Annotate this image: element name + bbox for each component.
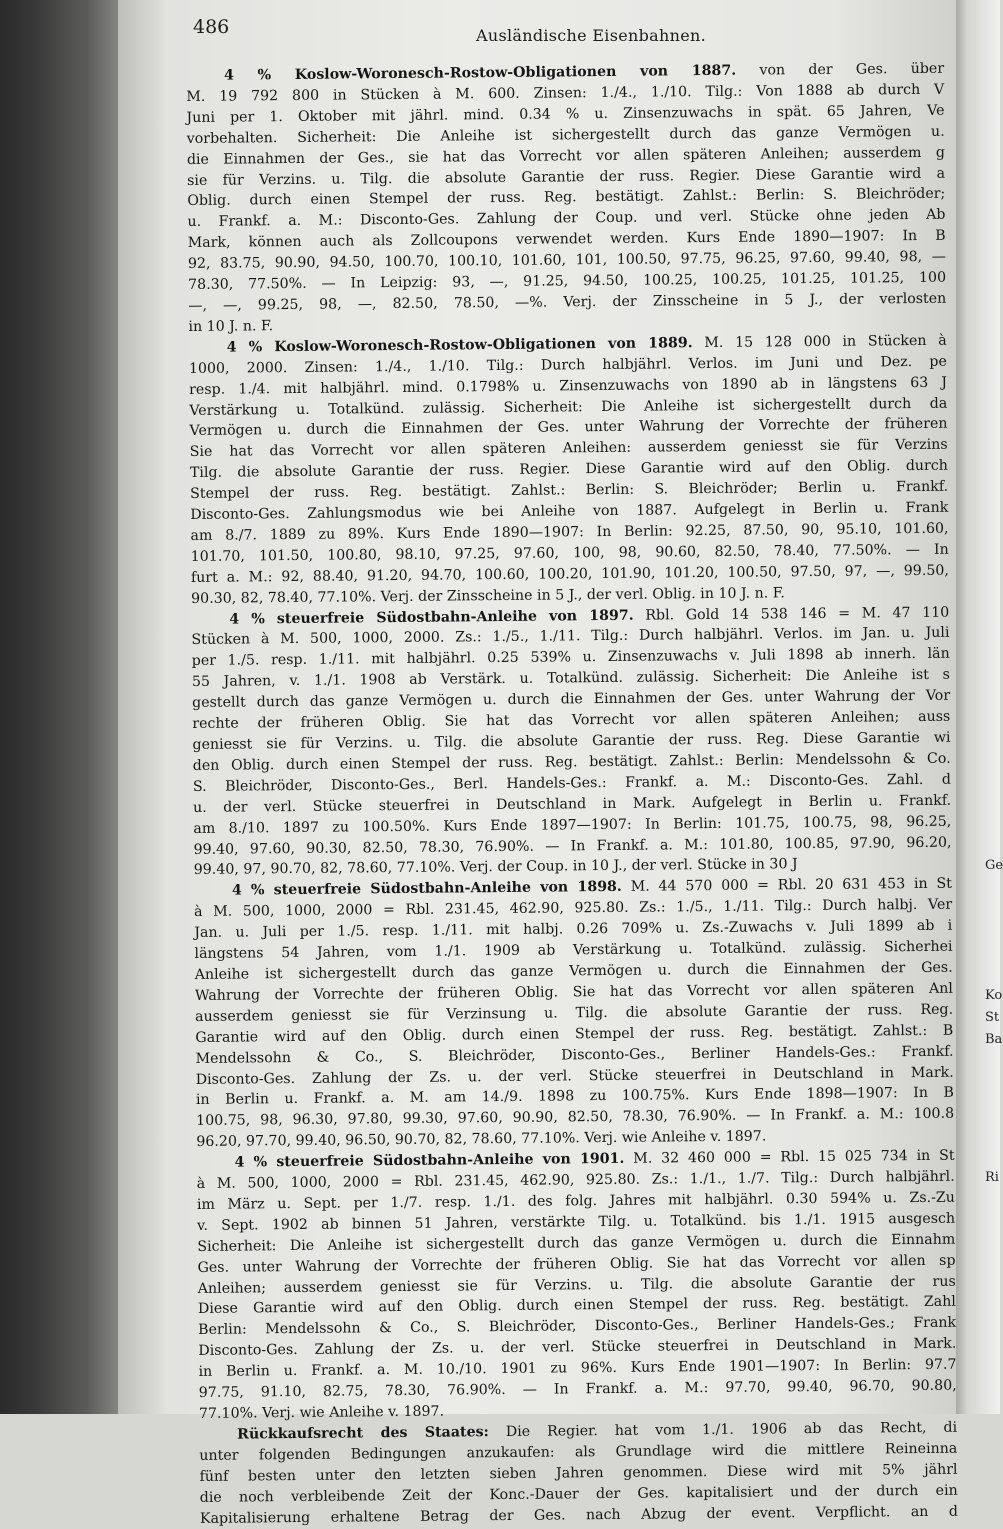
text-line: M. 19 792 800 in Stücken à M. 600. Zinsen: 1./4., 1./10. Tilg.: Von 1888 ab durch V xyxy=(186,81,945,105)
section-text: Die Regier. hat vom 1./1. 1906 ab das Recht, di xyxy=(505,1419,958,1440)
running-head: Ausländische Eisenbahnen. xyxy=(476,26,706,45)
text-line: 55 Jahren, v. 1./1. 1908 ab Verstärk. u. Totalkünd. zulässig. Sicherheit: Die Anleihe ist s xyxy=(191,666,950,691)
text-line: Vermögen u. durch die Einnahmen der Ges. unter Wahrung der Vorrechte der früheren xyxy=(189,416,948,440)
text-line: längstens 54 Jahren, vom 1./1. 1909 ab Verstärkung u. Totalkünd. zulässig. Sicherhei xyxy=(194,938,953,963)
text-line: S. Bleichröder, Disconto-Ges., Berl. Handels-Ges.: Frankf. a. M.: Disconto-Ges. Zahl. d xyxy=(192,771,951,795)
text-line: Wahrung der Vorrechte der früheren Oblig. Sie hat das Vorrecht vor allen späteren Anl xyxy=(194,980,953,1004)
scan-shadow-left xyxy=(0,0,125,1414)
text-line: Tilg. die absolute Garantie der russ. Regier. Diese Garantie wird auf den Oblig. durch xyxy=(189,457,948,482)
text-line: Stücken à M. 500, 1000, 2000. Zs.: 1./5., 1./11. Tilg.: Durch halbjährl. Verlos. im Jan. u. Juli xyxy=(191,625,950,649)
text-line: 96.20, 97.70, 99.40, 96.50, 90.70, 82, 78.60, 77.10%. Verj. wie Anleihe v. 1897. xyxy=(196,1128,767,1151)
text-line: sie für Verzins. u. Tilg. die absolute Garantie der russ. Regier. Diese Garantie wird a xyxy=(187,165,946,189)
text-line: Berlin: Mendelssohn & Co., S. Bleichröder, Disconto-Ges., Berliner Handels-Ges.; Frank xyxy=(198,1315,957,1339)
text-line: Garantie wird auf den Oblig. durch einen Stempel der russ. Reg. bestätigt. Zahlst.: B xyxy=(195,1022,954,1046)
text-line: v. Sept. 1902 ab binnen 51 Jahren, verstärkte Tilg. u. Totalkünd. bis 1./1. 1915 ausgesch xyxy=(197,1210,956,1234)
text-line: 78.30, 77.50%. — In Leipzig: 93, —, 91.25, 94.50, 100.25, 100.25, 101.25, 101.25, 100 xyxy=(188,269,947,294)
section-heading: 4 % steuerfreie Südostbahn-Anleihe von 1901. xyxy=(234,1150,625,1171)
text-line: Anleihe ist sichergestellt durch das ganze Vermögen u. durch die Einnahmen der Ges. xyxy=(194,959,953,983)
section-heading: 4 % steuerfreie Südostbahn-Anleihe von 1897. xyxy=(229,607,634,628)
text-line: Jan. u. Juli per 1./5. resp. 1./11. mit halbj. 0.26 709% u. Zs.-Zuwachs v. Juli 1899 ab i xyxy=(194,917,953,942)
text-line: Sie hat das Vorrecht vor allen späteren Anleihen: ausserdem geniesst sie für Verzins xyxy=(189,437,948,461)
text-line: à M. 500, 1000, 2000 = Rbl. 231.45, 462.90, 925.80. Zs.: 1./1., 1./7. Tilg.: Durch halbjährl. xyxy=(196,1168,955,1192)
text-line: am 8./10. 1897 zu 100.50%. Kurs Ende 1897—1907: In Berlin: 101.75, 100.75, 98, 96.25, xyxy=(193,813,952,837)
text-line: 77.10%. Verj. wie Anleihe v. 1897. xyxy=(198,1403,445,1422)
section-heading: 4 % steuerfreie Südostbahn-Anleihe von 1898. xyxy=(231,879,622,899)
section-suedostbahn-1897 xyxy=(191,602,952,881)
text-line: geniesst sie für Verzins. u. Tilg. die absolute Garantie der russ. Reg. Diese Garantie wi xyxy=(192,729,951,753)
text-line: Disconto-Ges. Zahlungsmodus wie bei Anleihe von 1887. Aufgelegt in Berlin u. Frank xyxy=(190,499,949,524)
text-line: per 1./5. resp. 1./11. mit halbjährl. 0.25 539% u. Zinsenzuwachs v. Juli 1898 ab innerh. län xyxy=(191,646,950,670)
text-line: den Oblig. durch einen Stempel der russ. Reg. bestätigt. Zahlst.: Berlin: Mendelssohn & Co. xyxy=(192,750,951,774)
text-line: Mendelssohn & Co., S. Bleichröder, Disconto-Ges., Berliner Handels-Ges.: Frankf. xyxy=(195,1043,954,1067)
text-line: Anleihen; ausserdem geniesst sie für Verzins. u. Tilg. die absolute Garantie der rus xyxy=(197,1273,956,1297)
text-line: 1000, 2000. Zinsen: 1./4., 1./10. Tilg.: Durch halbjährl. Verlos. im Juni und Dez. pe xyxy=(188,353,947,377)
page-number: 486 xyxy=(193,16,230,38)
section-text: M. 15 128 000 in Stücken à xyxy=(704,332,947,351)
text-line: die Einnahmen der Ges., sie hat das Vorrecht vor allen späteren Anleihen; ausserdem g xyxy=(186,144,945,168)
section-suedostbahn-1898 xyxy=(194,874,955,1153)
text-line: vorbehalten. Sicherheit: Die Anleihe ist sichergestellt durch das ganze Vermögen u. xyxy=(186,123,945,147)
text-line: rechte der früheren Oblig. Sie hat das Vorrecht vor allen späteren Anleihen; auss xyxy=(192,708,951,733)
text-line: am 8./7. 1889 zu 89%. Kurs Ende 1890—1907: In Berlin: 92.25, 87.50, 90, 95.10, 101.60, xyxy=(190,520,949,544)
edge-fragment: St xyxy=(985,1010,1000,1025)
text-line: 99.40, 97.60, 90.30, 82.50, 78.30, 76.90%. — In Frankf. a. M.: 101.80, 100.85, 97.90, 96.20, xyxy=(193,834,952,858)
text-line: gestellt durch das ganze Vermögen u. durch die Einnahmen der Ges. unter Wahrung der Vor xyxy=(192,687,951,712)
section-heading: Rückkaufsrecht des Staates: xyxy=(237,1424,489,1443)
text-line: im März u. Sept. per 1./7. resp. 1./1. des folg. Jahres mit halbjährl. 0.30 594% u. Zs.-Zu xyxy=(196,1189,955,1213)
section-heading: 4 % Koslow-Woronesch-Rostow-Obligationen von 1887. xyxy=(224,62,737,84)
text-line: Disconto-Ges. Zahlung der Zs. u. der verl. Stücke steuerfrei in Deutschland in Mark. xyxy=(195,1064,954,1088)
section-text: von der Ges. über xyxy=(759,60,945,79)
text-line: Oblig. durch einen Stempel der russ. Reg. bestätigt. Zahlst.: Berlin: S. Bleichröder; xyxy=(187,186,946,210)
section-rueckkaufsrecht xyxy=(199,1418,958,1529)
text-line: in Berlin u. Frankf. a. M. 10./10. 1901 zu 96%. Kurs Ende 1901—1907: In Berlin: 97.7 xyxy=(198,1356,957,1381)
text-line: in Berlin u. Frankf. a. M. am 14./9. 1898 zu 100.75%. Kurs Ende 1898—1907: In B xyxy=(195,1085,954,1109)
section-koslow-1887 xyxy=(186,59,947,338)
text-line: 92, 83.75, 90.90, 94.50, 100.70, 100.10, 101.60, 101, 100.50, 97.75, 96.25, 97.60, 99.40, 98, — xyxy=(187,248,946,273)
text-line: 90.30, 82, 78.40, 77.10%. Verj. der Zinsscheine in 5 J., der verl. Oblig. in 10 J. n. F. xyxy=(191,584,785,607)
section-text: M. 44 570 000 = Rbl. 20 631 453 in St xyxy=(630,876,952,896)
text-line: Kapitalisierung erhaltene Betrag der Ges. nach Abzug der event. Verpflicht. an d xyxy=(199,1503,958,1527)
text-line: fünf besten unter den letzten sieben Jahren genommen. Diese wird mit 5% jährl xyxy=(199,1461,958,1485)
text-line: Diese Garantie wird auf den Oblig. durch einen Stempel der russ. Reg. bestätigt. Zahl xyxy=(197,1294,956,1318)
text-line: 97.75, 91.10, 82.75, 78.30, 76.90%. — In Frankf. a. M.: 97.70, 99.40, 96.70, 90.80, xyxy=(198,1377,957,1402)
text-line: u. der verl. Stücke steuerfrei in Deutschland in Mark. Aufgelegt in Berlin u. Frankf. xyxy=(193,792,952,816)
edge-fragment: Ge xyxy=(985,858,1003,873)
section-suedostbahn-1901 xyxy=(196,1146,957,1425)
text-line: furt a. M.: 92, 88.40, 91.20, 94.70, 100.60, 100.20, 101.90, 101.20, 100.50, 97.50, 97, —, 99.50, xyxy=(190,562,949,586)
text-line: Stempel der russ. Reg. bestätigt. Zahlst.: Berlin: S. Bleichröder; Berlin u. Frankf. xyxy=(190,478,949,503)
text-line: resp. 1./4. mit halbjährl. mind. 0.1798% u. Zinsenzuwachs von 1890 ab in längstens 63 J xyxy=(189,374,948,398)
text-line: Disconto-Ges. Zahlung der Zs. u. der verl. Stücke steuerfrei in Deutschland in Mark. xyxy=(198,1335,957,1360)
text-line: à M. 500, 1000, 2000 = Rbl. 231.45, 462.90, 925.80. Zs.: 1./5., 1./11. Tilg.: Durch halbj. Ver xyxy=(194,896,953,921)
text-line: —, —, 99.25, 98, —, 82.50, 78.50, —%. Verj. der Zinsscheine in 5 J., der verlosten xyxy=(188,290,947,314)
text-line: die noch verbleibende Zeit der Konc.-Dauer der Ges. kapitalisiert und der durch ein xyxy=(199,1482,958,1506)
text-line: in 10 J. n. F. xyxy=(188,318,274,335)
text-line: unter folgenden Bedingungen anzukaufen: als Grundlage wird die mittlere Reineinna xyxy=(199,1440,958,1464)
edge-fragment: Ko xyxy=(985,988,1003,1003)
page-content xyxy=(186,59,958,1529)
facing-page-edge xyxy=(956,0,1003,1414)
edge-fragment: Ba xyxy=(985,1032,1003,1047)
text-line: Verstärkung u. Totalkünd. zulässig. Sicherheit: Die Anleihe ist sichergestellt durch da xyxy=(189,395,948,419)
text-line: 101.70, 101.50, 100.80, 98.10, 97.25, 97.60, 100, 98, 90.60, 82.50, 78.40, 77.50%. — In xyxy=(190,541,949,565)
section-text: Rbl. Gold 14 538 146 = M. 47 110 xyxy=(645,604,950,624)
section-koslow-1889 xyxy=(189,330,950,609)
text-line: Sicherheit: Die Anleihe ist sichergestellt durch das ganze Vermögen u. durch die Einnahm xyxy=(197,1231,956,1255)
edge-fragment: Ri xyxy=(985,1170,999,1185)
text-line: Ges. unter Wahrung der Vorrechte der früheren Oblig. Sie hat das Vorrecht vor allen sp xyxy=(197,1252,956,1276)
section-heading: 4 % Koslow-Woronesch-Rostow-Obligationen von 1889. xyxy=(226,334,693,356)
text-line: u. Frankf. a. M.: Disconto-Ges. Zahlung der Coup. und verl. Stücke ohne jeden Ab xyxy=(187,207,946,231)
text-line: 100.75, 98, 96.30, 97.80, 99.30, 97.60, 90.90, 82.50, 78.30, 76.90%. — In Frankf. a. M.: 100.8 xyxy=(196,1105,955,1130)
text-line: Juni per 1. Oktober mit jährl. mind. 0.34 % u. Zinsenzuwachs in spät. 65 Jahren, Ve xyxy=(186,102,945,126)
text-line: Mark, können auch als Zollcoupons verwendet werden. Kurs Ende 1890—1907: In B xyxy=(187,227,946,252)
section-text: M. 32 460 000 = Rbl. 15 025 734 in St xyxy=(633,1147,955,1167)
text-line: 99.40, 97, 90.70, 82, 78.60, 77.10%. Verj. der Coup. in 10 J., der verl. Stücke in 30 J xyxy=(193,856,798,879)
text-line: ausserdem geniesst sie für Verzinsung u. Tilg. die absolute Garantie der russ. Reg. xyxy=(195,1001,954,1025)
